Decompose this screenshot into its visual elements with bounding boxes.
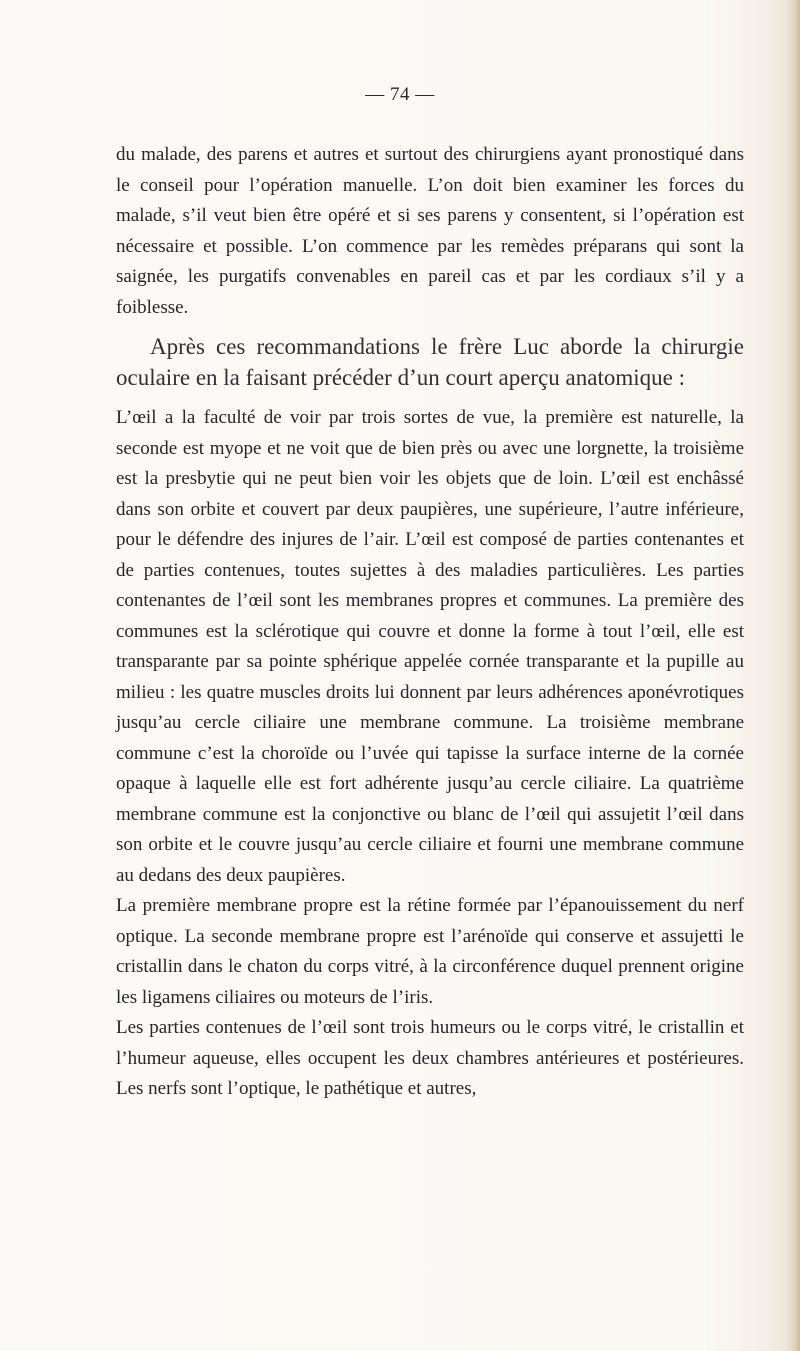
page-edge-shading [786, 0, 800, 1351]
paragraph-proper-membranes: La première membrane propre est la rétine formée par l’épanouissement du nerf optique. La seconde membrane propre est l’arénoïde qui conserve et assujetti le cristallin dans le chaton du corps vitré, à la circonférence duquel prennent origine les ligamens ciliaires ou moteurs de l’iris. [116, 895, 744, 1008]
body-text [116, 140, 744, 1105]
page-number: — 74 — [365, 84, 435, 105]
paragraph-continuation: du malade, des parens et autres et surtout des chirurgiens ayant pronostiqué dans le conseil pour l’opération manuelle. L’on doit bien examiner les forces du malade, s’il veut bien être opéré et si ses parens y consentent, si l’opération est nécessaire et possible. L’on commence par les remèdes préparans qui sont la saignée, les purgatifs convenables en pareil cas et par les cordiaux s’il y a foiblesse. [116, 144, 744, 318]
paragraph-eye-anatomy: L’œil a la faculté de voir par trois sortes de vue, la première est naturelle, la seconde est myope et ne voit que de bien près ou avec une lorgnette, la troisième est la presbytie qui ne peut bien voir les objets que de loin. L’œil est enchâssé dans son orbite et couvert par deux paupières, une supérieure, l’autre inférieure, pour le défendre des injures de l’air. L’œil est composé de parties contenantes et de parties contenues, toutes sujettes à des maladies particulières. Les parties contenantes de l’œil sont les membranes propres et communes. La première des communes est la sclérotique qui couvre et donne la forme à tout l’œil, elle est transparante par sa pointe sphérique appelée cornée transparante et la pupille au milieu : les quatre muscles droits lui donnent par leurs adhérences aponévrotiques jusqu’au cercle ciliaire une membrane commune. La troisième membrane commune c’est la choroïde ou l’uvée qui tapisse la surface interne de la cornée opaque à laquelle elle est fort adhérente jusqu’au cercle ciliaire. La quatrième membrane commune est la conjonctive ou blanc de l’œil qui assujetit l’œil dans son orbite et le couvre jusqu’au cercle ciliaire et fourni une membrane commune au dedans des deux paupières. [116, 407, 744, 886]
paragraph-intro-summary: Après ces recommandations le frère Luc aborde la chirurgie oculaire en la faisant précéder d’un court aperçu anatomique : [116, 334, 744, 390]
paragraph-contained-parts: Les parties contenues de l’œil sont trois humeurs ou le corps vitré, le cristallin et l’humeur aqueuse, elles occupent les deux chambres antérieures et postérieures. Les nerfs sont l’optique, le pathétique et autres, [116, 1017, 744, 1099]
